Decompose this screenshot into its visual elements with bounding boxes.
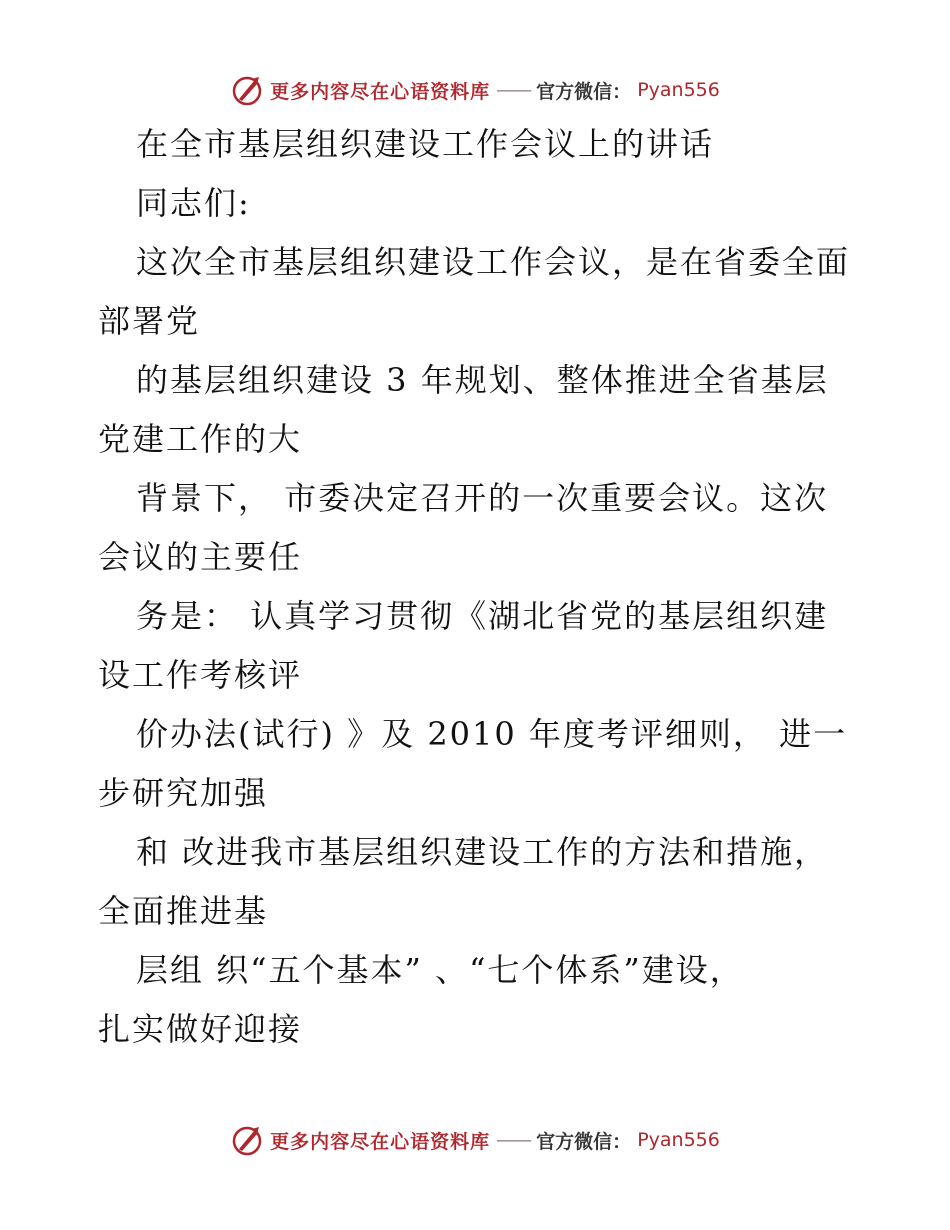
document-body [98, 124, 858, 1068]
watermark-wechat-id: Pyan556 [637, 79, 720, 101]
text-line: 设工作考核评 [98, 656, 303, 694]
text-line: 部署党 [98, 302, 201, 340]
text-line: 务是： 认真学习贯彻《湖北省党的基层组织建 [136, 597, 829, 635]
header-watermark [0, 70, 950, 110]
watermark-dash: —— [496, 79, 531, 101]
watermark-site-text: 更多内容尽在心语资料库 [270, 1130, 491, 1153]
footer-watermark [0, 1120, 950, 1160]
watermark-site-text: 更多内容尽在心语资料库 [270, 80, 491, 103]
quill-seal-icon [230, 1123, 264, 1157]
text-line: 党建工作的大 [98, 420, 303, 458]
watermark-wechat-id: Pyan556 [637, 1129, 720, 1151]
text-line: 价办法(试行) 》及 2010 年度考评细则， 进一 [136, 715, 848, 753]
watermark-dash: —— [496, 1129, 531, 1151]
text-line: 这次全市基层组织建设工作会议，是在省委全面 [136, 243, 851, 281]
text-line: 步研究加强 [98, 774, 269, 812]
text-line: 和 改进我市基层组织建设工作的方法和措施， [136, 833, 829, 871]
watermark-wechat-label: 官方微信： [536, 1130, 632, 1153]
document-title: 在全市基层组织建设工作会议上的讲话 [136, 125, 715, 163]
text-line: 层组 织“五个基本” 、“七个体系”建设， [136, 951, 744, 989]
text-line: 背景下， 市委决定召开的一次重要会议。这次 [136, 479, 829, 517]
watermark-wechat-label: 官方微信： [536, 80, 632, 103]
text-line: 扎实做好迎接 [98, 1010, 303, 1048]
text-line: 全面推进基 [98, 892, 269, 930]
quill-seal-icon [230, 73, 264, 107]
salutation: 同志们: [136, 184, 251, 222]
text-line: 的基层组织建设 3 年规划、整体推进全省基层 [136, 361, 829, 399]
text-line: 会议的主要任 [98, 538, 303, 576]
